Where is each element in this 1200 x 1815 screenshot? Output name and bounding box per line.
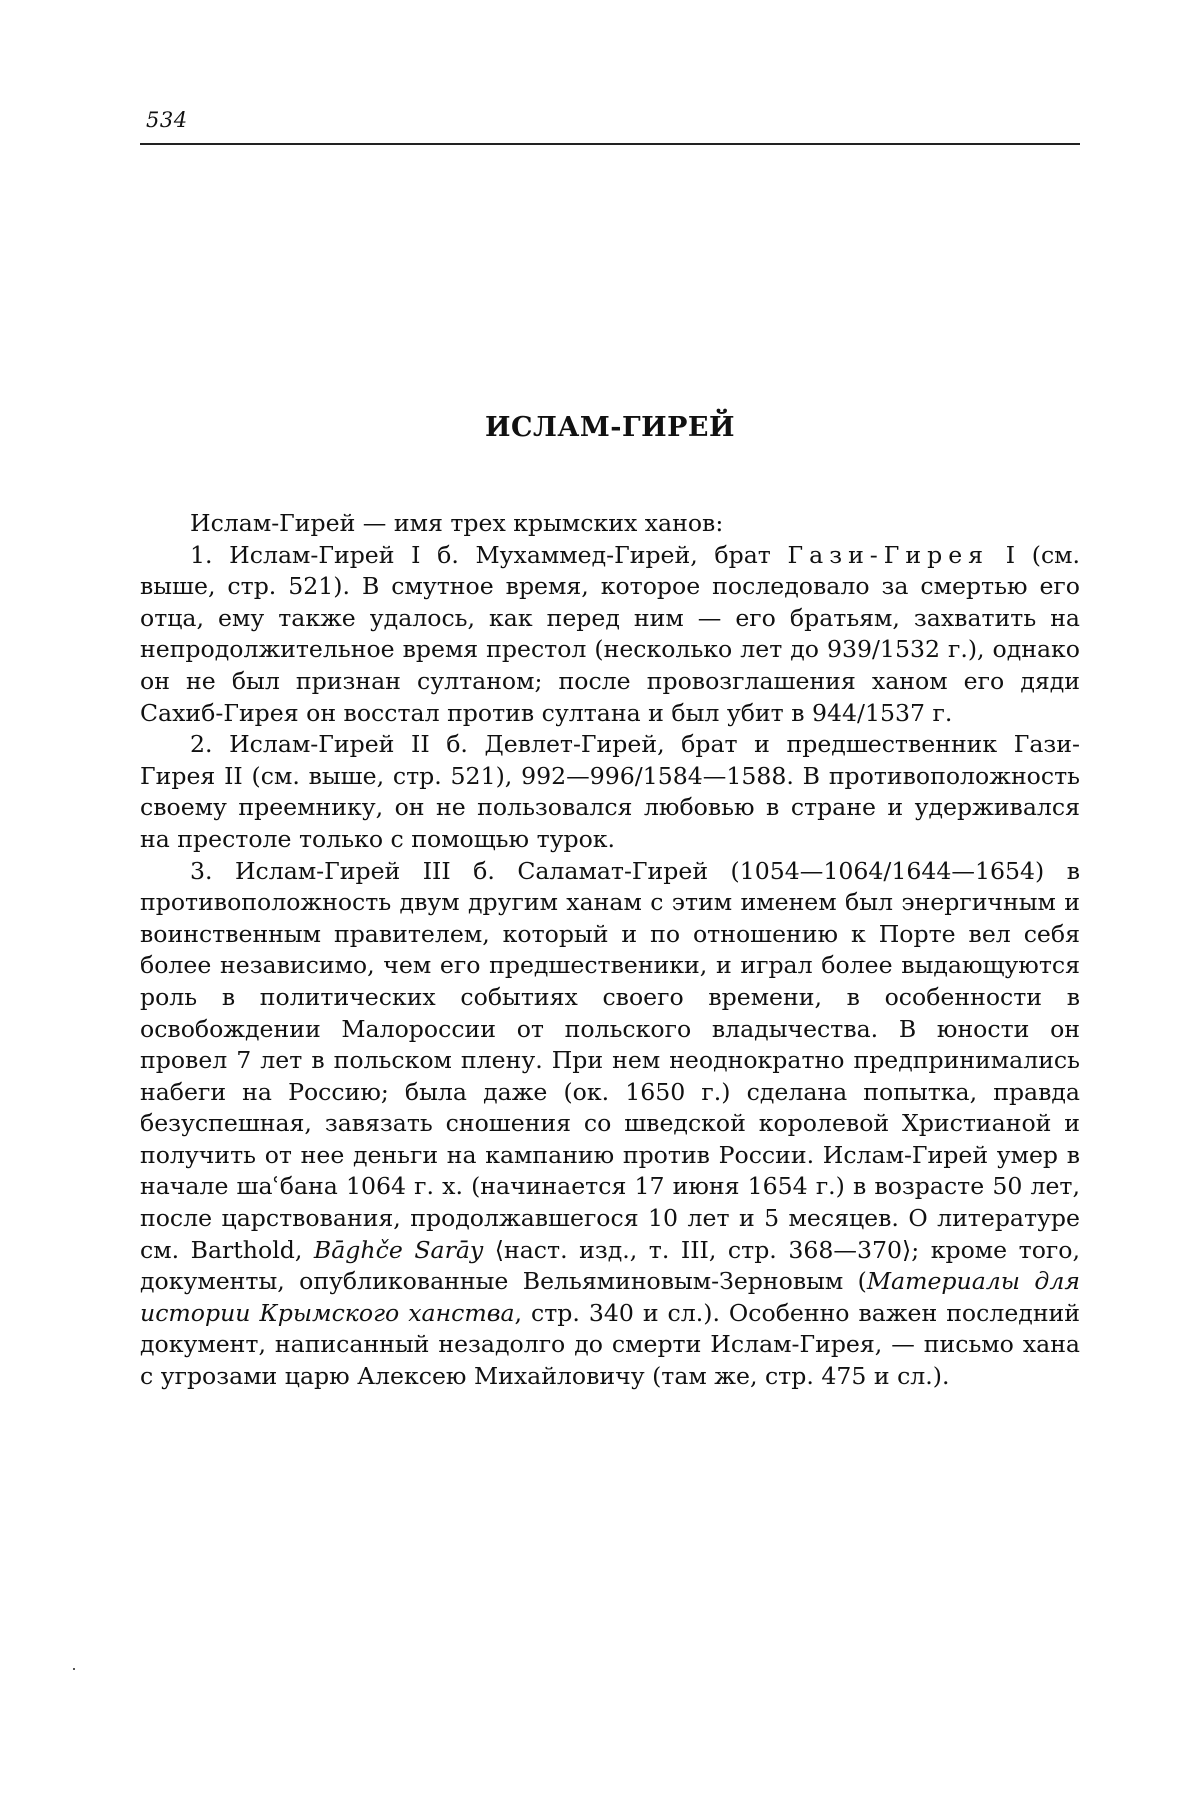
p1-text-a: 1. Ислам-Гирей I б. Мухаммед-Гирей, брат [190, 540, 788, 569]
paragraph-islam-girey-3 [140, 856, 1080, 1393]
p3-text-c: , стр. 340 и сл.). Особенно важен последний документ, написанный незадолго до смерти Ислам-Гирея, — письмо хана с угрозами царю Алексею Михайловичу (там же, стр. 475 и сл.). [140, 1298, 1081, 1391]
page-number: 534 [146, 108, 188, 132]
header-rule [140, 143, 1080, 145]
paragraph-islam-girey-2: 2. Ислам-Гирей II б. Девлет-Гирей, брат и предшественник Гази-Гирея II (см. выше, стр. 521), 992—996/1584—1588. В противоположность своему преемнику, он не пользовался любовью в стране и удерживался на престоле только с помощью турок. [140, 730, 1080, 853]
intro-paragraph: Ислам-Гирей — имя трех крымских ханов: [190, 509, 724, 537]
p3-text-b: ⟨наст. изд., т. III, стр. 368—370⟩; кроме того, документы, опубликованные Вельяминовым-Зерновым ( [140, 1235, 1080, 1296]
paragraph-islam-girey-1 [140, 540, 1080, 730]
article-body [140, 508, 1080, 1393]
p3-italic-title-2: Материалы для истории Крымского ханства [140, 1267, 1080, 1327]
stray-mark [73, 1668, 75, 1670]
p3-text-a: 3. Ислам-Гирей III б. Саламат-Гирей (1054—1064/1644—1654) в противоположность двум другим ханам с этим именем был энергичным и воинственным правителем, который и по отношению к Порте вел себя более независимо, чем его предшественики, и играл более выдающуются роль в политических событиях своего времени, в особенности в освобождении Малороссии от польского владычества. В юности он провел 7 лет в польском плену. При нем неоднократно предпринимались набеги на Россию; была даже (ок. 1650 г.) сделана попытка, правда безуспешная, завязать сношения со шведской королевой Христианой и получить от нее деньги на кампанию против России. Ислам-Гирей умер в начале шаʿбана 1064 г. х. (начинается 17 июня 1654 г.) в возрасте 50 лет, после царствования, продолжавшегося 10 лет и 5 месяцев. О литературе см. Barthold, [140, 856, 1080, 1264]
p1-text-b: I (см. выше, стр. 521). В смутное время, которое последовало за смертью его отца, ему также удалось, как перед ним — его братьям, захватить на непродолжительное время престол (несколько лет до 939/1532 г.), однако он не был признан султаном; после провозглашения ханом его дяди Сахиб-Гирея он восстал против султана и был убит в 944/1537 г. [140, 540, 1081, 727]
p1-spaced-name: Гази-Гирея [787, 540, 990, 569]
p3-italic-title-1: Bāghče Sarāy [313, 1235, 484, 1264]
article-title: ИСЛАМ-ГИРЕЙ [484, 412, 735, 443]
